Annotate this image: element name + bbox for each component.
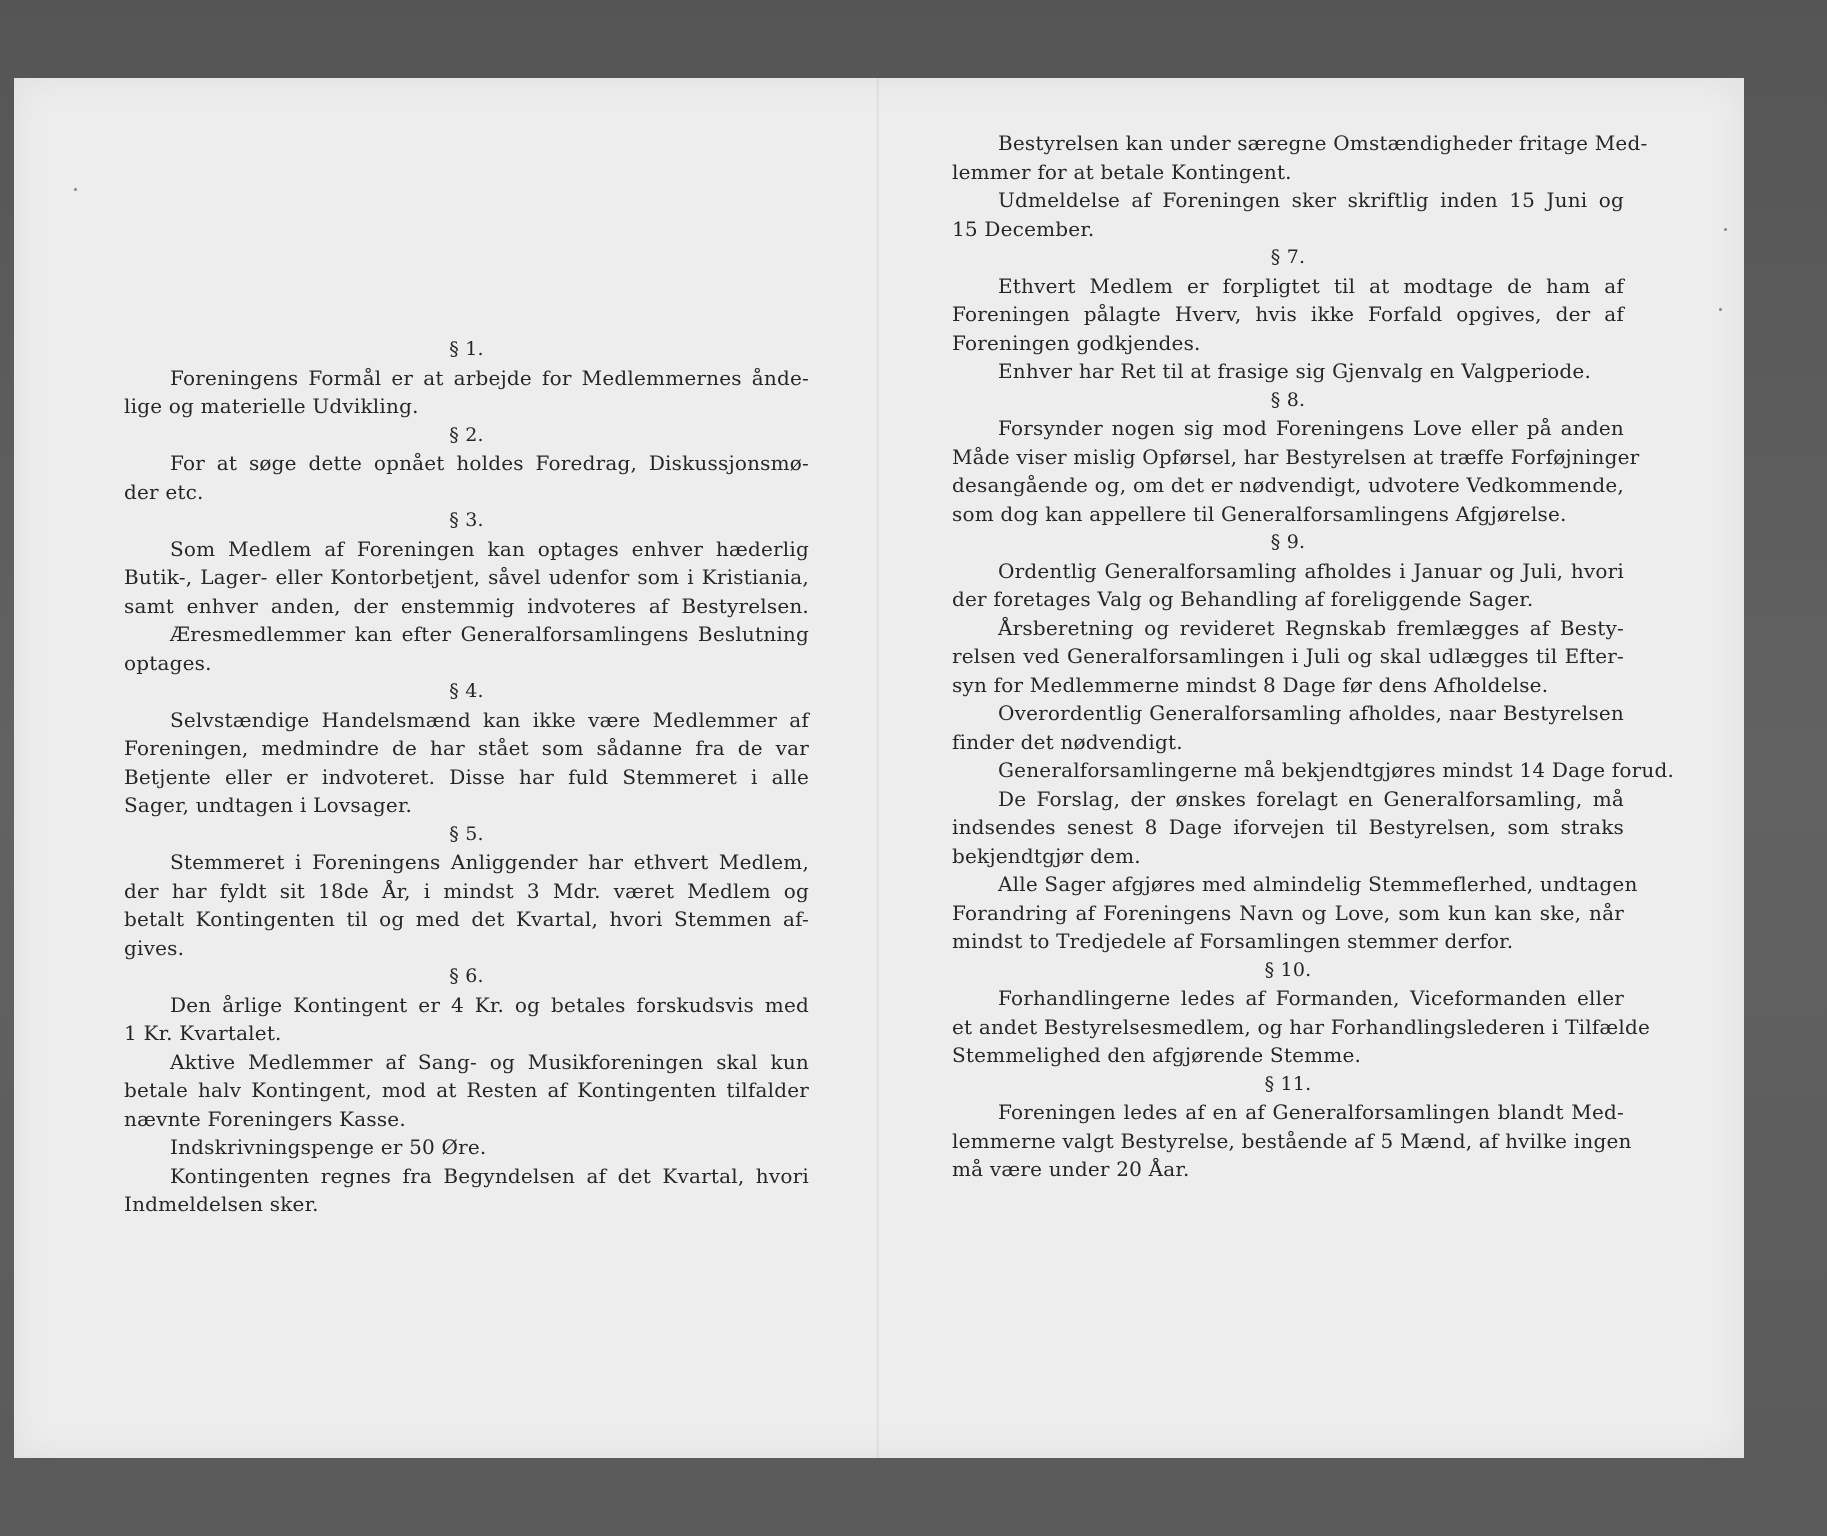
text-line: der foretages Valg og Behandling af foreliggende Sager.: [952, 587, 1534, 611]
text-line: der etc.: [124, 479, 204, 504]
text-line: Enhver har Ret til at frasige sig Gjenvalg en Valgperiode.: [998, 359, 1592, 383]
text-line: gives.: [124, 935, 185, 960]
text-line: som dog kan appellere til Generalforsamlingens Afgjørelse.: [952, 501, 1567, 526]
text-line: Foreningens Formål er at arbejde for Medlemmernes ånde-: [170, 365, 809, 390]
text-line: Ordentlig Generalforsamling afholdes i Januar og Juli, hvori: [998, 558, 1624, 583]
text-line: betale halv Kontingent, mod at Resten af Kontingenten tilfalder: [124, 1078, 809, 1102]
text-line: der har fyldt sit 18de År, i mindst 3 Mdr. været Medlem og: [124, 878, 809, 903]
section-heading: § 1.: [449, 338, 484, 360]
text-line: For at søge dette opnået holdes Foredrag, Diskussjonsmø-: [170, 451, 809, 475]
text-line: betalt Kontingenten til og med det Kvartal, hvori Stemmen af-: [124, 907, 809, 931]
section-heading: § 4.: [449, 680, 484, 702]
text-line: lemmer for at betale Kontingent.: [952, 159, 1292, 184]
text-line: Indmeldelsen sker.: [124, 1192, 319, 1216]
text-line: Forsynder nogen sig mod Foreningens Love eller på anden: [998, 416, 1624, 440]
text-line: et andet Bestyrelsesmedlem, og har Forhandlingslederen i Tilfælde: [952, 1014, 1651, 1039]
text-line: må være under 20 Åar.: [952, 1157, 1190, 1181]
text-line: Overordentlig Generalforsamling afholdes, naar Bestyrelsen: [998, 701, 1624, 725]
text-line: optages.: [124, 650, 212, 675]
text-line: Indskrivningspenge er 50 Øre.: [170, 1135, 487, 1159]
text-line: mindst to Tredjedele af Forsamlingen stemmer derfor.: [952, 929, 1514, 953]
text-line: indsendes senest 8 Dage iforvejen til Bestyrelsen, som straks: [952, 815, 1624, 839]
text-line: Aktive Medlemmer af Sang- og Musikforeningen skal kun: [170, 1049, 809, 1074]
section-heading: § 10.: [1264, 958, 1312, 981]
text-line: Ethvert Medlem er forpligtet til at modtage de ham af: [998, 273, 1624, 298]
page-fold: [877, 78, 879, 1458]
section-heading: § 9.: [1270, 531, 1306, 553]
text-line: Bestyrelsen kan under særegne Omstændigheder fritage Med-: [998, 131, 1648, 155]
text-line: Alle Sager afgjøres med almindelig Stemmeflerhed, undtagen: [998, 872, 1638, 896]
text-line: Den årlige Kontingent er 4 Kr. og betales forskudsvis med: [170, 992, 809, 1017]
paper-speck: [1719, 308, 1722, 311]
text-line: Sager, undtagen i Lovsager.: [124, 793, 413, 817]
left-page-text: [124, 335, 809, 1219]
text-line: Generalforsamlingerne må bekjendtgjøres mindst 14 Dage forud.: [998, 758, 1675, 782]
text-line: Stemmelighed den afgjørende Stemme.: [952, 1043, 1362, 1067]
text-line: samt enhver anden, der enstemmig indvoteres af Bestyrelsen.: [124, 593, 809, 618]
section-heading: § 3.: [449, 509, 484, 531]
text-line: Stemmeret i Foreningens Anliggender har ethvert Medlem,: [170, 850, 809, 874]
text-line: lemmerne valgt Bestyrelse, bestående af 5 Mænd, af hvilke ingen: [952, 1128, 1632, 1153]
text-line: Foreningen, medmindre de har stået som sådanne fra de var: [124, 736, 809, 760]
section-heading: § 11.: [1264, 1072, 1312, 1095]
text-line: Måde viser mislig Opførsel, har Bestyrelsen at træffe Forføjninger: [952, 444, 1640, 469]
text-line: Foreningen pålagte Hverv, hvis ikke Forfald opgives, der af: [952, 302, 1624, 326]
text-line: relsen ved Generalforsamlingen i Juli og skal udlægges til Efter-: [952, 644, 1624, 668]
text-line: Forhandlingerne ledes af Formanden, Viceformanden eller: [998, 986, 1624, 1010]
section-heading: § 2.: [449, 423, 484, 446]
text-line: Årsberetning og revideret Regnskab fremlægges af Besty-: [998, 615, 1624, 640]
right-page-text: [952, 129, 1675, 1184]
text-line: Forandring af Foreningens Navn og Love, som kun kan ske, når: [952, 900, 1624, 925]
text-line: Kontingenten regnes fra Begyndelsen af det Kvartal, hvori: [170, 1163, 809, 1188]
section-heading: § 8.: [1270, 388, 1306, 411]
text-line: Selvstændige Handelsmænd kan ikke være Medlemmer af: [170, 707, 809, 732]
text-line: Foreningen godkjendes.: [952, 330, 1201, 355]
section-heading: § 6.: [449, 965, 484, 987]
text-line: lige og materielle Udvikling.: [124, 394, 419, 418]
text-line: finder det nødvendigt.: [952, 729, 1183, 754]
text-line: Betjente eller er indvoteret. Disse har fuld Stemmeret i alle: [124, 764, 809, 789]
text-line: De Forslag, der ønskes forelagt en Generalforsamling, må: [998, 786, 1624, 811]
text-line: Som Medlem af Foreningen kan optages enhver hæderlig: [170, 536, 809, 561]
paper-speck: [74, 188, 77, 191]
text-line: 1 Kr. Kvartalet.: [124, 1021, 282, 1045]
paper-speck: [1724, 228, 1727, 231]
text-line: Foreningen ledes af en af Generalforsamlingen blandt Med-: [998, 1100, 1624, 1124]
section-heading: § 5.: [449, 822, 484, 845]
text-line: syn for Medlemmerne mindst 8 Dage før dens Afholdelse.: [952, 672, 1549, 697]
section-heading: § 7.: [1270, 246, 1306, 268]
text-line: nævnte Foreningers Kasse.: [124, 1106, 406, 1131]
text-line: 15 December.: [952, 216, 1095, 241]
text-line: desangående og, om det er nødvendigt, udvotere Vedkommende,: [952, 473, 1624, 497]
text-line: Udmeldelse af Foreningen sker skriftlig inden 15 Juni og: [998, 188, 1624, 212]
text-line: bekjendtgjør dem.: [952, 843, 1141, 868]
text-line: Æresmedlemmer kan efter Generalforsamlingens Beslutning: [170, 622, 809, 646]
text-line: Butik-, Lager- eller Kontorbetjent, såvel udenfor som i Kristiania,: [124, 565, 809, 589]
